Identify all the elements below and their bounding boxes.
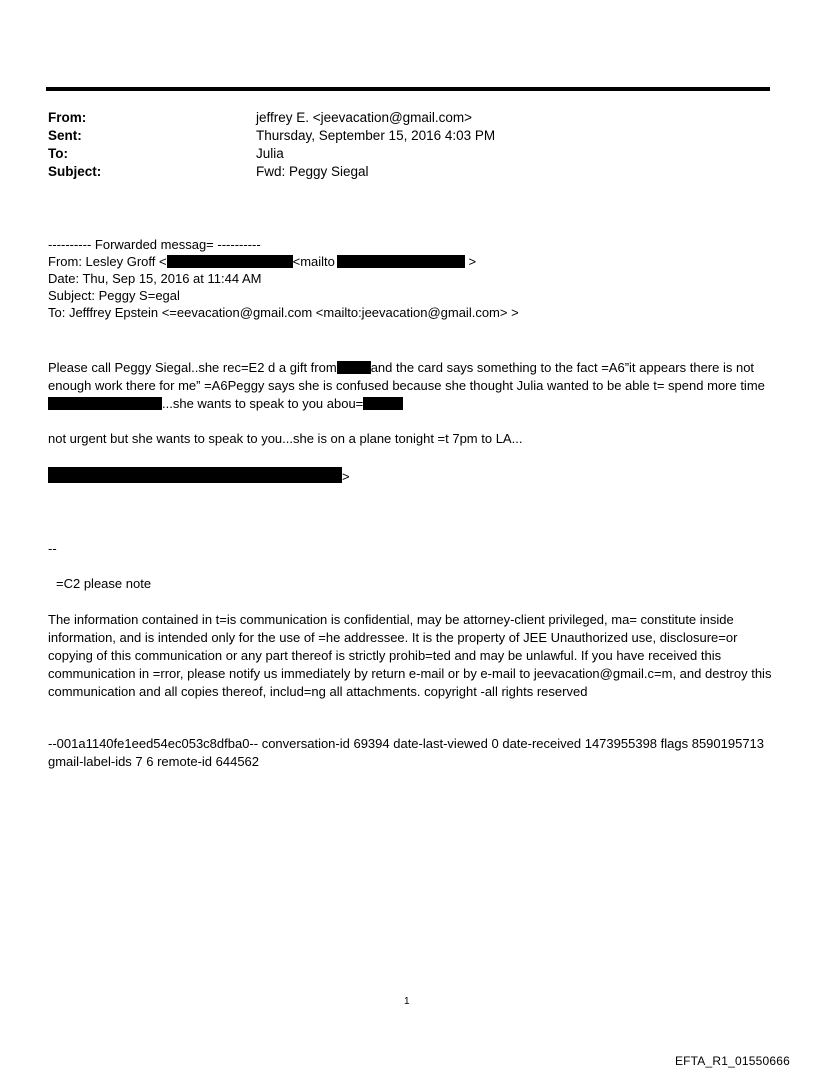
sent-label: Sent:	[48, 128, 82, 143]
sent-value: Thursday, September 15, 2016 4:03 PM	[256, 128, 496, 143]
message-text-a: Please call Peggy Siegal..she rec=E2 d a gift from	[48, 360, 337, 375]
message-paragraph	[48, 359, 776, 413]
forward-from-mailto: <mailto	[292, 254, 335, 269]
forward-from-prefix: From: Lesley Groff <	[48, 254, 167, 269]
redaction-block	[48, 467, 342, 483]
disclaimer: The information contained in t=is communication is confidential, may be attorney-client privileged, ma= constitute inside information, and is intended only for the use of =he addressee. It is the property of JEE Unauthorized use, disclosure=or copying of this communication or any part thereof is strictly prohib=ted and may be unlawful. If you have received this communication in =rror, please notify us immediately by return e-mail or by e-mail to jeevacation@gmail.c=m, and destroy this communication and all copies thereof, includ=ng all attachments. copyright -all rights reserved	[48, 612, 772, 699]
redaction-block	[363, 397, 403, 410]
subject-value: Fwd: Peggy Siegal	[256, 164, 369, 179]
forward-from-line	[48, 253, 476, 270]
redaction-block	[48, 397, 162, 410]
to-label: To:	[48, 146, 68, 161]
message-followup: not urgent but she wants to speak to you...she is on a plane tonight =t 7pm to LA...	[48, 431, 523, 446]
signature-dashes: --	[48, 541, 57, 556]
please-note: =C2 please note	[56, 576, 152, 591]
to-value: Julia	[256, 146, 284, 161]
page-number: 1	[404, 996, 410, 1007]
forward-separator: ---------- Forwarded messag= ----------	[48, 237, 261, 252]
redaction-block	[167, 255, 293, 268]
redaction-block	[337, 361, 371, 374]
signature-line	[48, 467, 350, 485]
signature-tail: >	[342, 469, 350, 484]
redaction-block	[337, 255, 465, 268]
forward-date: Date: Thu, Sep 15, 2016 at 11:44 AM	[48, 271, 262, 286]
message-text-c: ...she wants to speak to you abou=	[162, 396, 364, 411]
forward-subject: Subject: Peggy S=egal	[48, 288, 180, 303]
bates-number: EFTA_R1_01550666	[674, 1054, 790, 1068]
forward-from-end: >	[464, 254, 477, 269]
subject-label: Subject:	[48, 164, 102, 179]
message-metadata: --001a1140fe1eed54ec053c8dfba0-- conversation-id 69394 date-last-viewed 0 date-received 1473955398 flags 8590195713 gmail-label-ids 7 6 remote-id 644562	[48, 736, 765, 769]
from-label: From:	[48, 110, 87, 125]
header-rule	[46, 87, 770, 91]
message-text-b: and the card says something to the fact =A6”it appears there is not enough work there for me” =A6Peggy says she is confused because she thought Julia wanted to be able t= spend more time	[48, 360, 765, 393]
forward-to: To: Jefffrey Epstein <=eevacation@gmail.com <mailto:jeevacation@gmail.com> >	[48, 305, 519, 320]
from-value: jeffrey E. <jeevacation@gmail.com>	[256, 110, 473, 125]
